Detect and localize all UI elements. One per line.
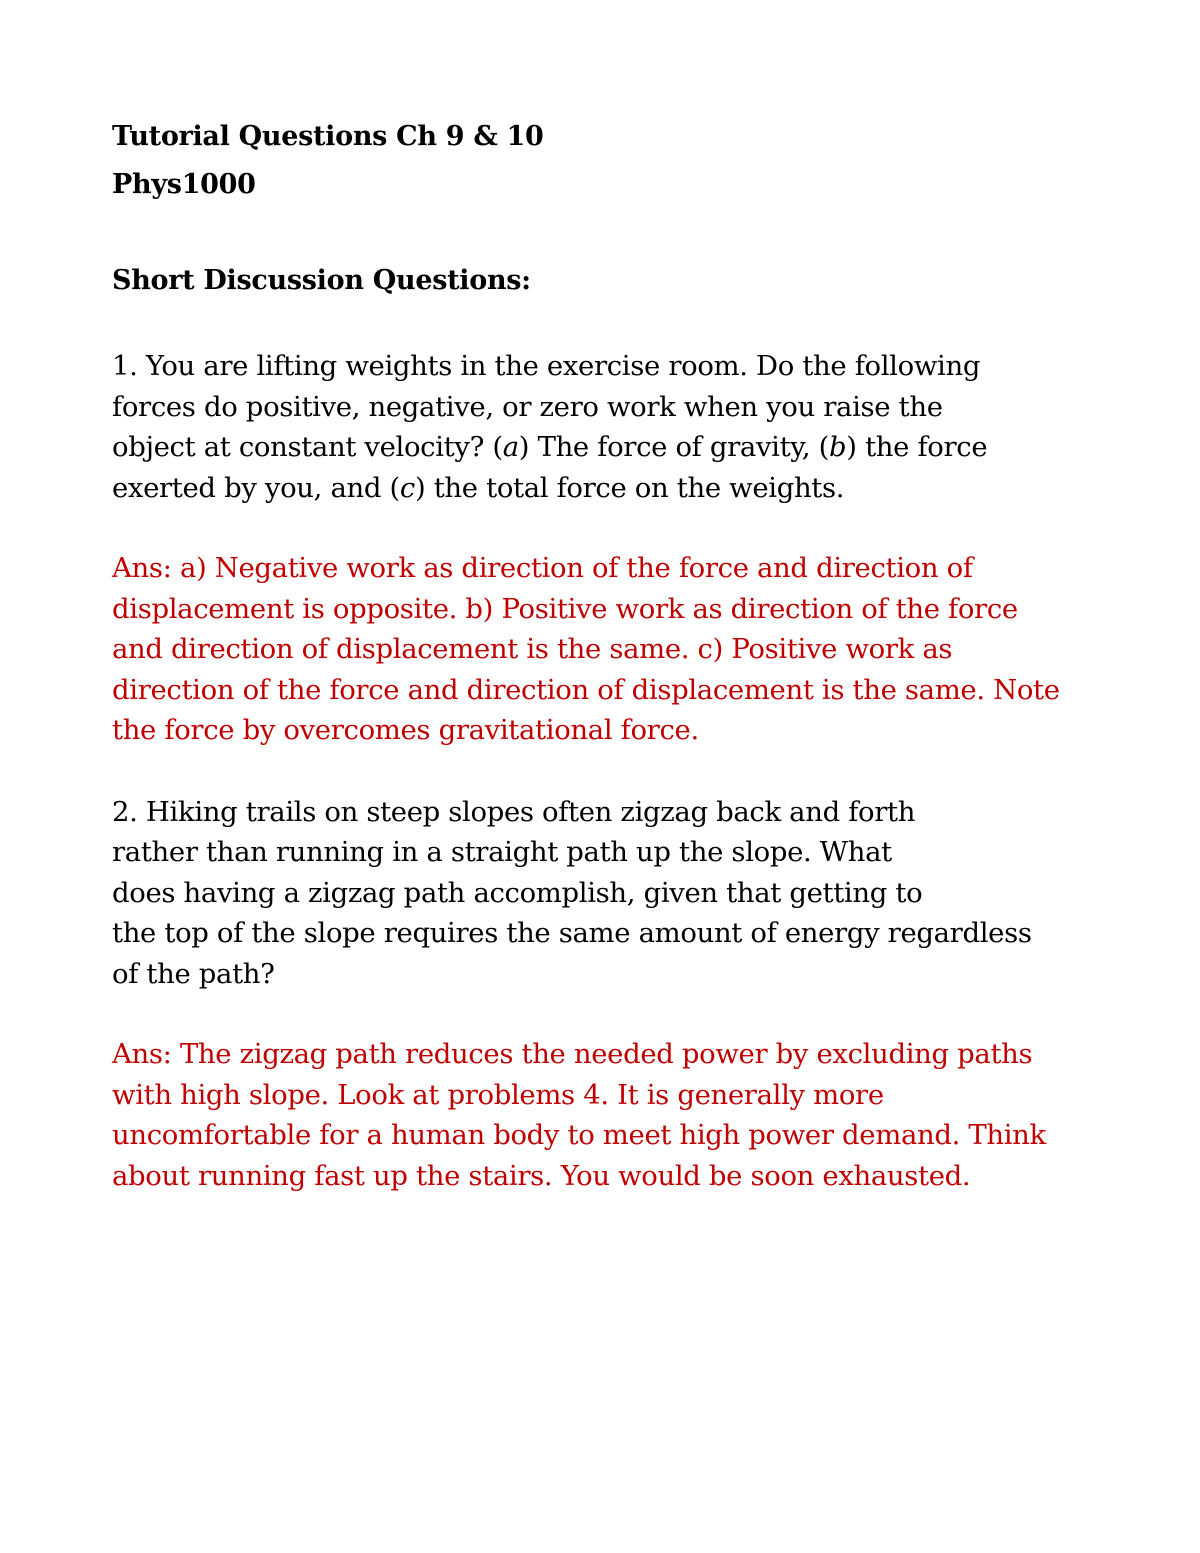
answer-1-line-1: Ans: a) Negative work as direction of the force and direction of	[112, 552, 973, 584]
course-code: Phys1000	[112, 169, 256, 200]
question-2-line-2: rather than running in a straight path up the slope. What	[112, 836, 892, 868]
question-2	[112, 792, 1112, 995]
document-title: Tutorial Questions Ch 9 & 10	[112, 121, 544, 152]
answer-2-line-1: Ans: The zigzag path reduces the needed power by excluding paths	[112, 1038, 1033, 1070]
section-heading: Short Discussion Questions:	[112, 265, 531, 296]
question-2-line-4: the top of the slope requires the same amount of energy regardless	[112, 917, 1032, 949]
answer-1-line-4: direction of the force and direction of displacement is the same. Note	[112, 673, 1060, 706]
answer-2	[112, 1034, 1112, 1196]
question-2-line-1: 2. Hiking trails on steep slopes often zigzag back and forth	[112, 795, 916, 828]
document-page	[112, 113, 1112, 1196]
answer-1-line-5: the force by overcomes gravitational force.	[112, 714, 699, 746]
answer-2-line-2: with high slope. Look at problems 4. It is generally more	[112, 1078, 884, 1111]
question-1-line-1: 1. You are lifting weights in the exercise room. Do the following	[112, 350, 981, 382]
question-1-line-3: object at constant velocity? (a) The force of gravity, (b) the force	[112, 431, 988, 463]
question-1-line-4: exerted by you, and (c) the total force on the weights.	[112, 471, 845, 504]
answer-2-line-3: uncomfortable for a human body to meet high power demand. Think	[112, 1119, 1046, 1151]
answer-2-line-4: about running fast up the stairs. You would be soon exhausted.	[112, 1159, 971, 1192]
question-2-line-5: of the path?	[112, 957, 275, 990]
question-2-line-3: does having a zigzag path accomplish, given that getting to	[112, 876, 923, 909]
answer-1-line-2: displacement is opposite. b) Positive work as direction of the force	[112, 592, 1018, 625]
answer-1-line-3: and direction of displacement is the same. c) Positive work as	[112, 633, 953, 665]
question-1	[112, 346, 1112, 508]
question-1-line-2: forces do positive, negative, or zero work when you raise the	[112, 390, 943, 423]
answer-1	[112, 548, 1112, 751]
